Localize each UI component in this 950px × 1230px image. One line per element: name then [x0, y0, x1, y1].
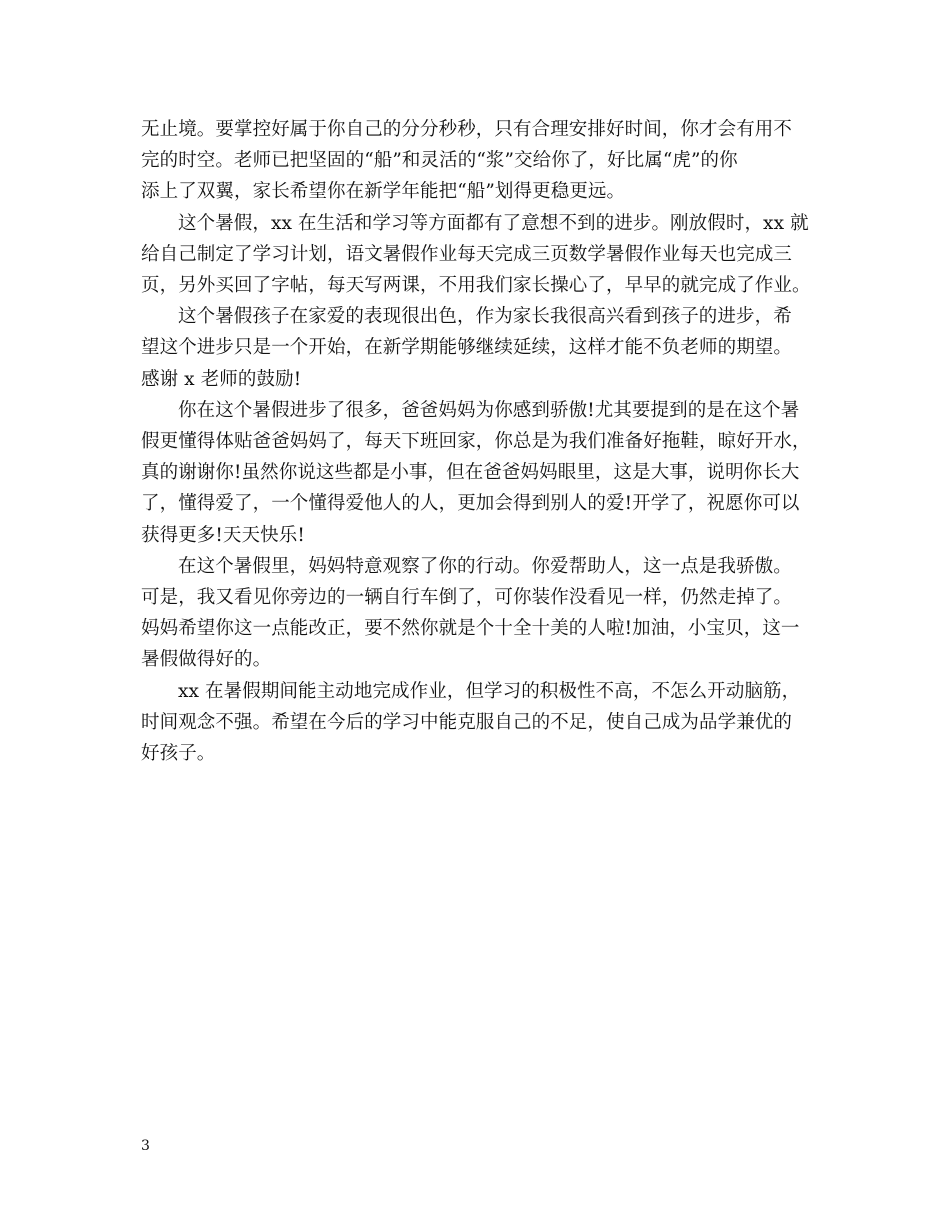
paragraph-5	[141, 551, 813, 676]
paragraph-2	[141, 208, 813, 302]
paragraph-line: 获得更多!天天快乐!	[141, 524, 305, 546]
paragraph-line: 完的时空。老师已把坚固的“船”和灵活的“浆”交给你了，好比属“虎”的你	[141, 150, 738, 172]
paragraph-line: 你在这个暑假进步了很多，爸爸妈妈为你感到骄傲!尤其要提到的是在这个暑	[178, 399, 800, 421]
paragraph-line: 好孩子。	[141, 743, 216, 765]
paragraph-1	[141, 114, 813, 208]
document-body	[141, 114, 813, 769]
paragraph-line: 妈妈希望你这一点能改正，要不然你就是个十全十美的人啦!加油，小宝贝，这一	[141, 618, 800, 640]
paragraph-line: 真的谢谢你!虽然你说这些都是小事，但在爸爸妈妈眼里，这是大事，说明你长大	[141, 462, 800, 484]
paragraph-line: 可是，我又看见你旁边的一辆自行车倒了，可你装作没看见一样，仍然走掉了。	[141, 587, 793, 609]
paragraph-line: 了，懂得爱了，一个懂得爱他人的人，更加会得到别人的爱!开学了，祝愿你可以	[141, 493, 800, 515]
paragraph-line: 感谢 x 老师的鼓励!	[141, 368, 302, 390]
paragraph-line: 假更懂得体贴爸爸妈妈了，每天下班回家，你总是为我们准备好拖鞋，晾好开水，	[141, 431, 811, 453]
paragraph-line: 无止境。要掌控好属于你自己的分分秒秒，只有合理安排好时间，你才会有用不	[141, 119, 793, 140]
paragraph-line: 望这个进步只是一个开始，在新学期能够继续延续，这样才能不负老师的期望。	[141, 337, 793, 359]
paragraph-4	[141, 395, 813, 551]
paragraph-line: 这个暑假孩子在家爱的表现很出色，作为家长我很高兴看到孩子的进步，希	[178, 306, 792, 328]
page-number: 3	[141, 1138, 150, 1154]
paragraph-line: 在这个暑假里，妈妈特意观察了你的行动。你爱帮助人，这一点是我骄傲。	[178, 555, 792, 577]
paragraph-line: 页，另外买回了字帖，每天写两课，不用我们家长操心了，早早的就完成了作业。	[141, 275, 811, 297]
paragraph-6	[141, 676, 813, 770]
paragraph-line: 这个暑假，xx 在生活和学习等方面都有了意想不到的进步。刚放假时，xx 就	[178, 212, 809, 234]
paragraph-line: 时间观念不强。希望在今后的学习中能克服自己的不足，使自己成为品学兼优的	[141, 711, 793, 733]
paragraph-line: 暑假做得好的。	[141, 649, 272, 671]
paragraph-line: xx 在暑假期间能主动地完成作业，但学习的积极性不高，不怎么开动脑筋，	[178, 680, 801, 702]
paragraph-line: 添上了双翼，家长希望你在新学年能把“船”划得更稳更远。	[141, 181, 626, 203]
paragraph-line: 给自己制定了学习计划，语文暑假作业每天完成三页数学暑假作业每天也完成三	[141, 243, 793, 265]
paragraph-3	[141, 301, 813, 395]
